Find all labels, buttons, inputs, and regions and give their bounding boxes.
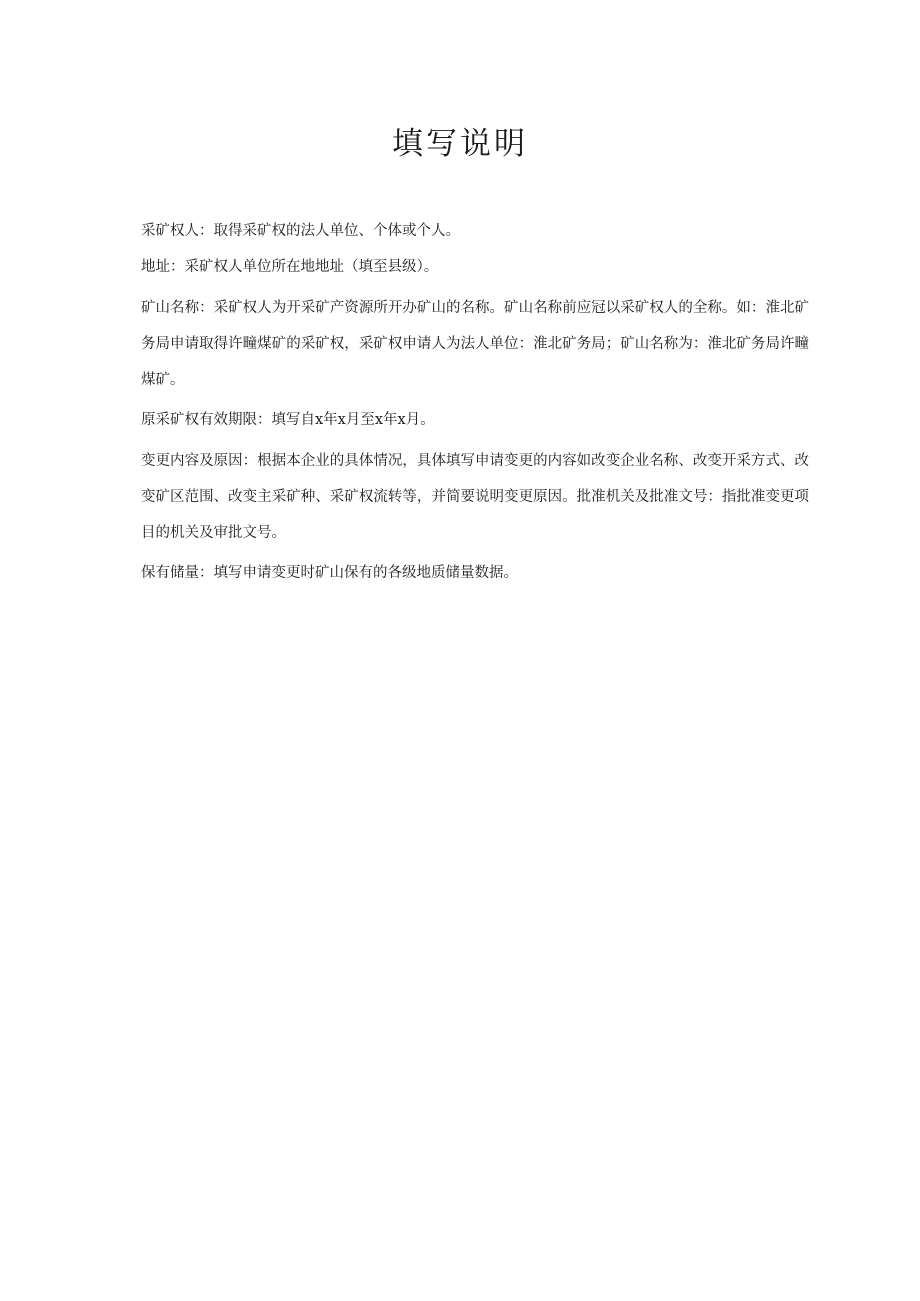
page-title: 填写说明 xyxy=(392,126,528,162)
instruction-reserves: 保有储量：填写申请变更时矿山保有的各级地质储量数据。 xyxy=(141,565,518,581)
instruction-mine-name: 矿山名称：采矿权人为开采矿产资源所开办矿山的名称。矿山名称前应冠以采矿权人的全称。如：淮北矿务局申请取得许疃煤矿的采矿权，采矿权申请人为法人单位：淮北矿务局；矿山名称为：淮北矿务局许疃煤矿。 xyxy=(141,300,809,388)
instruction-address: 地址：采矿权人单位所在地地址（填至县级）。 xyxy=(141,259,439,275)
instruction-mining-right-holder: 采矿权人：取得采矿权的法人单位、个体或个人。 xyxy=(141,223,460,239)
instructions-body xyxy=(141,218,809,596)
instruction-change-content: 变更内容及原因：根据本企业的具体情况，具体填写申请变更的内容如改变企业名称、改变开采方式、改变矿区范围、改变主采矿种、采矿权流转等，并简要说明变更原因。批准机关及批准文号：指批准变更项目的机关及审批文号。 xyxy=(141,453,809,541)
instruction-validity-period: 原采矿权有效期限：填写自x年x月至x年x月。 xyxy=(141,412,435,428)
